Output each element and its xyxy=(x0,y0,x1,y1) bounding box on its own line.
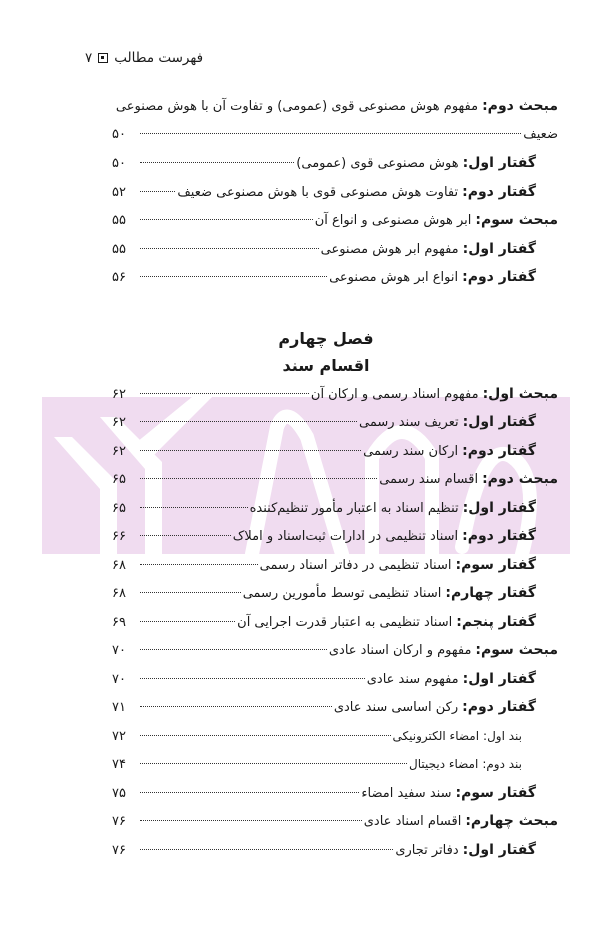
toc-entry-label: گفتار اول: xyxy=(462,670,536,687)
toc-entry-label: گفتار اول: xyxy=(462,499,536,516)
toc-entry-page: ۵۶ xyxy=(112,270,126,285)
toc-entry[interactable] xyxy=(112,178,540,207)
toc-entry-page: ۶۲ xyxy=(112,386,126,402)
toc-entry[interactable] xyxy=(112,149,540,178)
toc-entry[interactable] xyxy=(112,750,540,779)
dot-leader xyxy=(140,792,359,793)
toc-entry-page: ۷۶ xyxy=(112,814,126,829)
toc-entry-page: ۶۹ xyxy=(112,614,126,630)
toc-entry[interactable] xyxy=(112,807,558,836)
toc-entry-label: بند دوم: xyxy=(482,757,522,771)
toc-entry[interactable] xyxy=(112,779,540,808)
toc-entry-page: ۷۲ xyxy=(112,728,126,744)
toc-entry-label: گفتار اول: xyxy=(462,155,536,171)
toc-entry-label: مبحث سوم: xyxy=(475,212,558,228)
dot-leader xyxy=(140,191,175,192)
toc-entry[interactable] xyxy=(112,465,558,494)
toc-entry[interactable] xyxy=(112,92,558,121)
toc-entry-label: گفتار دوم: xyxy=(462,183,536,200)
toc-entry-title: اسناد تنظیمی در دفاتر اسناد رسمی xyxy=(259,557,452,573)
header-page-number: ۷ xyxy=(85,50,93,66)
toc-entry[interactable] xyxy=(112,263,540,292)
toc-entry[interactable] xyxy=(112,522,540,551)
toc-entry[interactable] xyxy=(112,551,540,580)
toc-entry-title: تفاوت هوش مصنوعی قوی با هوش مصنوعی ضعیف xyxy=(177,184,459,200)
dot-leader xyxy=(140,621,235,622)
toc-entry-title: مفهوم اسناد رسمی و ارکان آن xyxy=(310,386,479,402)
toc-entry-title: مفهوم هوش مصنوعی قوی (عمومی) و تفاوت آن با هوش مصنوعی xyxy=(115,99,479,114)
toc-entry-title: ضعیف xyxy=(523,126,558,142)
toc-entry-title: دفاتر تجاری xyxy=(395,842,459,858)
toc-entry-title: اقسام سند رسمی xyxy=(379,472,479,487)
dot-leader xyxy=(140,507,248,508)
toc-entry-title: مفهوم ابر هوش مصنوعی xyxy=(320,241,459,257)
toc-entry-label: گفتار دوم: xyxy=(462,528,536,544)
dot-leader xyxy=(140,450,361,451)
toc-entry-label: گفتار پنجم: xyxy=(456,613,536,630)
toc-entry-page: ۷۱ xyxy=(112,700,126,715)
toc-entry[interactable] xyxy=(112,836,540,865)
toc-entry-label: گفتار دوم: xyxy=(462,699,536,715)
toc-entry-label: بند اول: xyxy=(483,728,522,743)
toc-entry-page: ۵۵ xyxy=(112,241,126,257)
toc-entry-page: ۷۰ xyxy=(112,671,126,687)
toc-entry-title: ارکان سند رسمی xyxy=(363,443,459,459)
toc-entry-page: ۶۶ xyxy=(112,529,126,544)
toc-entry-page: ۵۰ xyxy=(112,126,126,142)
toc-entry-label: گفتار اول: xyxy=(462,841,536,858)
toc-entry-label: گفتار اول: xyxy=(462,414,536,430)
toc-entry-label: مبحث چهارم: xyxy=(465,813,558,829)
toc-entry-title: مفهوم و ارکان اسناد عادی xyxy=(328,643,472,658)
toc-entry-title: اسناد تنظیمی به اعتبار قدرت اجرایی آن xyxy=(237,614,453,630)
toc-entry-label: گفتار دوم: xyxy=(462,442,536,459)
dot-leader xyxy=(140,678,365,679)
toc-entry-page: ۵۰ xyxy=(112,156,126,171)
toc-entry[interactable] xyxy=(112,437,540,466)
chapter-title[interactable]: فصل چهارم xyxy=(278,328,374,348)
table-of-contents xyxy=(112,92,558,864)
toc-entry[interactable] xyxy=(112,636,558,665)
dot-leader xyxy=(140,592,241,593)
toc-entry[interactable] xyxy=(112,380,558,409)
toc-entry-page: ۶۲ xyxy=(112,443,126,459)
toc-entry-title: مفهوم سند عادی xyxy=(366,671,459,687)
toc-entry-title: انواع ابر هوش مصنوعی xyxy=(329,270,459,285)
toc-entry[interactable] xyxy=(112,693,540,722)
toc-entry-label: گفتار اول: xyxy=(462,240,536,257)
toc-entry-page: ۶۲ xyxy=(112,415,126,430)
toc-entry-page: ۶۵ xyxy=(112,472,126,487)
toc-entry-title: امضاء دیجیتال xyxy=(408,757,479,771)
toc-entry-page: ۶۸ xyxy=(112,557,126,573)
toc-entry-label: گفتار چهارم: xyxy=(445,585,536,601)
toc-entry[interactable] xyxy=(112,722,540,751)
toc-entry-title: اسناد تنظیمی در ادارات ثبت‌اسناد و املاک xyxy=(232,529,459,544)
toc-entry-title: هوش مصنوعی قوی (عمومی) xyxy=(296,156,459,171)
toc-entry-title: اقسام اسناد عادی xyxy=(363,814,462,829)
toc-entry-continuation[interactable] xyxy=(112,121,558,150)
dot-leader xyxy=(140,649,327,650)
toc-entry-title: اسناد تنظیمی توسط مأمورین رسمی xyxy=(242,586,442,601)
dot-leader xyxy=(140,133,521,134)
running-header xyxy=(85,50,203,66)
dot-leader xyxy=(140,276,327,277)
dot-leader xyxy=(140,763,407,764)
toc-entry-title: تعریف سند رسمی xyxy=(359,415,459,430)
dot-leader xyxy=(140,735,391,736)
toc-entry[interactable] xyxy=(112,608,540,637)
chapter-subtitle: اقسام سند xyxy=(282,355,370,375)
toc-entry-label: گفتار دوم: xyxy=(462,269,536,285)
toc-entry-label: مبحث دوم: xyxy=(482,471,558,487)
square-bullet-icon xyxy=(98,53,108,63)
dot-leader xyxy=(140,564,258,565)
toc-entry-label: مبحث اول: xyxy=(482,385,558,402)
dot-leader xyxy=(140,706,332,707)
toc-entry-title: تنظیم اسناد به اعتبار مأمور تنظیم‌کننده xyxy=(249,500,459,516)
dot-leader xyxy=(140,393,309,394)
toc-entry-page: ۷۰ xyxy=(112,643,126,658)
toc-entry-page: ۵۲ xyxy=(112,184,126,200)
toc-entry-title: امضاء الکترونیکی xyxy=(392,728,480,743)
toc-entry[interactable] xyxy=(112,579,540,608)
toc-entry[interactable] xyxy=(112,665,540,694)
header-title: فهرست مطالب xyxy=(114,50,204,66)
toc-entry-page: ۶۸ xyxy=(112,586,126,601)
dot-leader xyxy=(140,535,231,536)
dot-leader xyxy=(140,248,319,249)
toc-entry-label: مبحث سوم: xyxy=(475,642,558,658)
toc-entry-label: مبحث دوم: xyxy=(482,98,558,114)
toc-entry[interactable] xyxy=(112,206,558,235)
toc-entry[interactable] xyxy=(112,494,540,523)
toc-entry-page: ۷۴ xyxy=(112,757,126,772)
dot-leader xyxy=(140,478,377,479)
dot-leader xyxy=(140,162,294,163)
dot-leader xyxy=(140,820,362,821)
toc-entry[interactable] xyxy=(112,408,540,437)
dot-leader xyxy=(140,849,393,850)
toc-entry-page: ۷۶ xyxy=(112,842,126,858)
dot-leader xyxy=(140,421,357,422)
toc-entry-page: ۷۵ xyxy=(112,785,126,801)
toc-entry-title: رکن اساسی سند عادی xyxy=(333,700,459,715)
toc-entry-page: ۶۵ xyxy=(112,500,126,516)
toc-entry-page: ۵۵ xyxy=(112,213,126,228)
toc-entry[interactable] xyxy=(112,235,540,264)
dot-leader xyxy=(140,219,313,220)
toc-entry-title: سند سفید امضاء xyxy=(361,785,452,801)
toc-entry-title: ابر هوش مصنوعی و انواع آن xyxy=(314,213,472,228)
toc-entry-label: گفتار سوم: xyxy=(455,784,536,801)
toc-entry-label: گفتار سوم: xyxy=(455,556,536,573)
